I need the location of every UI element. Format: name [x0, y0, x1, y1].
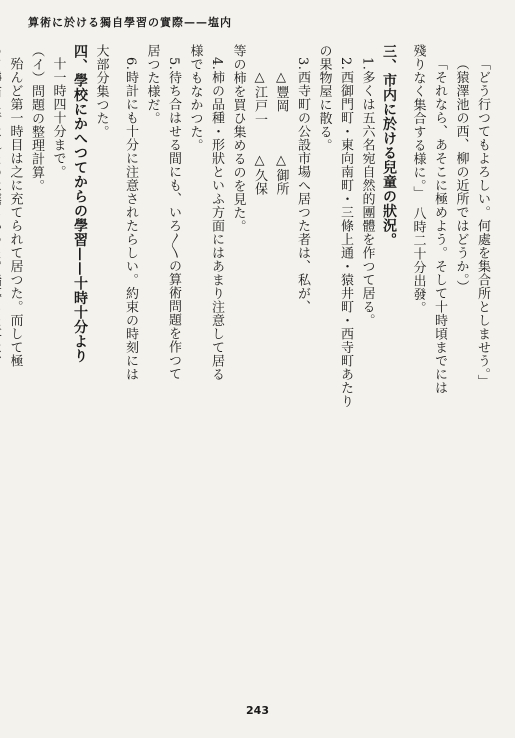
text-line: 殆んど第一時目は之に充てられて居つた。而して極	[7, 57, 23, 368]
text-line: （イ）問題の整理計算。	[29, 44, 44, 193]
text-line: 大部分集つた。	[93, 44, 109, 139]
text-line: 十一時四十分まで。	[50, 57, 66, 179]
text-line: △豐岡 △御所	[273, 70, 289, 196]
text-line: 居つた様だ。	[144, 44, 160, 125]
column-gap	[399, 44, 407, 684]
section-heading: 四、學校にかへつてからの學習——十時十分より	[72, 44, 88, 363]
text-line	[0, 44, 4, 684]
text-line: 等の柿を買ひ集めるのを見た。	[230, 44, 246, 233]
text-line: （猿澤池の西、柳の近所ではどうか。）	[453, 57, 469, 294]
text-line: 様でもなかつた。	[187, 44, 203, 152]
text-line: 2.西御門町・東向南町・三條上通・猿井町・西寺町あたり	[338, 57, 353, 408]
section-heading: 三、市内に於ける兒童の狀況。	[381, 44, 397, 247]
body-text	[7, 44, 493, 684]
text-line: 1.多くは五六名宛自然的團體を作つて居る。	[359, 57, 375, 327]
text-line: 「どう行つてもよろしい。何處を集合所としませう。」	[475, 57, 490, 388]
page-number: 243	[246, 704, 269, 717]
text-line: 「それなら、あそこに極めよう。そして十時頃までには	[432, 57, 447, 395]
running-header: 算術に於ける獨自學習の實際——塩内	[28, 16, 232, 29]
text-line: 3.西寺町の公設市場へ居つた者は、私が、	[295, 57, 310, 314]
column-gap	[112, 44, 120, 684]
text-line: の果物屋に散る。	[316, 44, 332, 152]
text-line: 殘りなく集合する様に。」 八時二十分出發。	[410, 44, 426, 315]
text-line: 4.柿の品種・形狀といふ方面にはあまり注意して居る	[209, 57, 224, 381]
text-line: 6.時計にも十分に注意されたらしい。約束の時刻には	[123, 57, 138, 381]
text-line: 5.待ち合はせる間にも、いろ〳〵の算術問題を作つて	[166, 57, 181, 381]
text-line: △江戸一 △久保	[252, 70, 267, 196]
